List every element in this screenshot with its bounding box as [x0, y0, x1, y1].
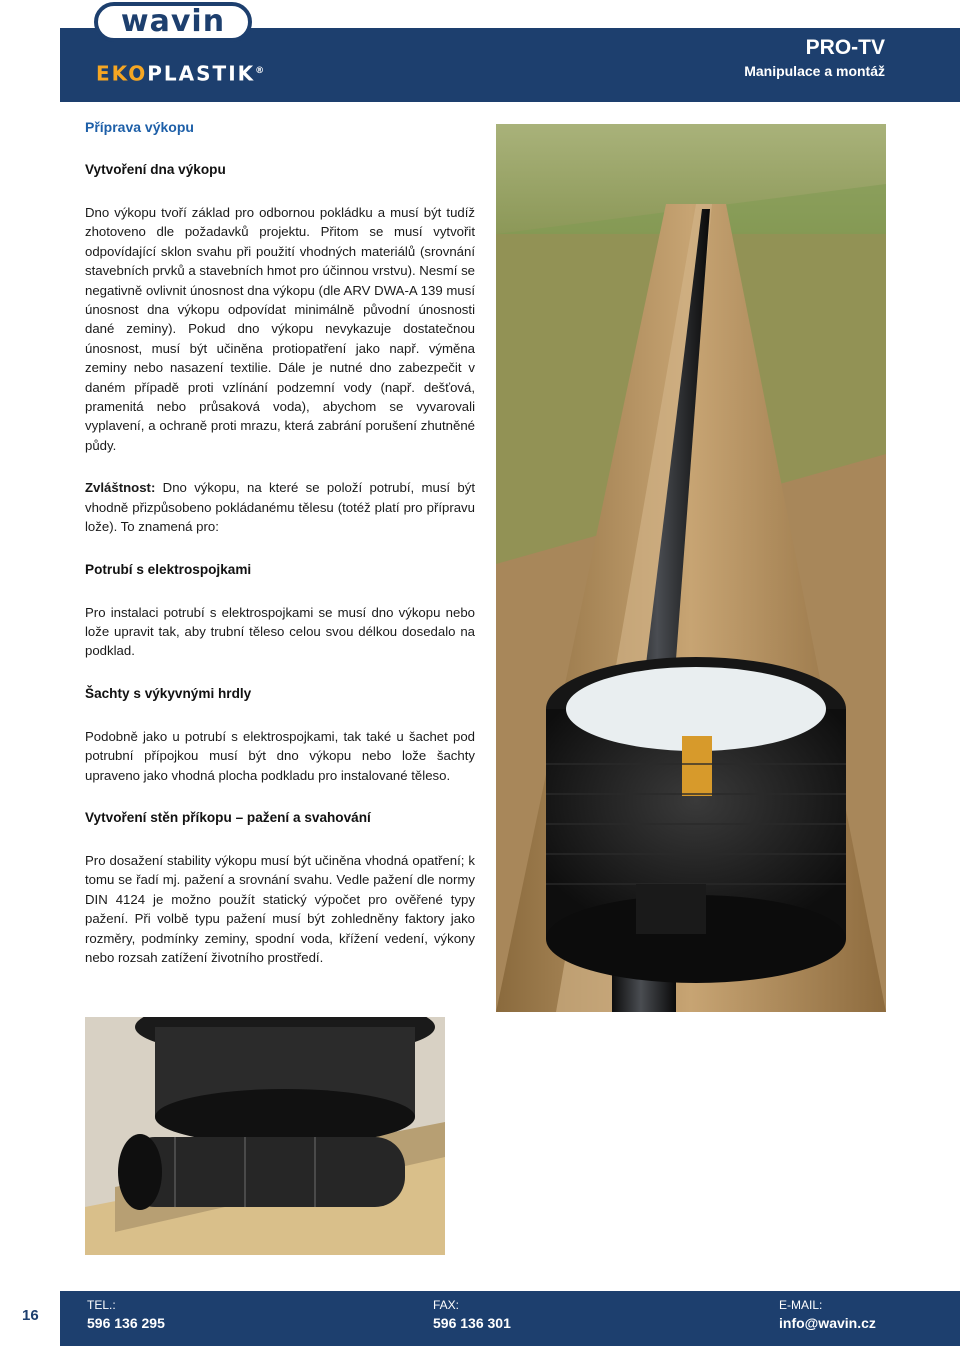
- page-header: [0, 0, 960, 102]
- footer-tel: [87, 1297, 165, 1333]
- registered-mark: ®: [255, 66, 265, 76]
- paragraph-sachty: Podobně jako u potrubí s elektrospojkami, tak také u šachet pod potrubní přípojkou musí být dno výkopu nebo lože šachty upraveno jako vhodná plocha podkladu pro instalované těleso.: [85, 728, 475, 783]
- footer-email: [779, 1297, 876, 1333]
- ekoplastik-logo: [96, 58, 264, 84]
- chapter-subtitle: Manipulace a montáž: [744, 63, 885, 79]
- product-title: PRO-TV: [805, 36, 885, 59]
- page-number: 16: [22, 1307, 39, 1324]
- paragraph-steny-prikopu: Pro dosažení stability výkopu musí být učiněna vhodná opatření; k tomu se řadí mj. pažení a srovnání svahu. Vedle pažení dle normy DIN 4124 je možno použít statický výpočet pro ověřené typy pažení. Při volbě typu pažení musí být zohledněny faktory jako rozměry, podmínky zeminy, spodní voda, křížení vedení, výkony nebo rozsah zatížení životního prostředí.: [85, 852, 475, 965]
- email-value[interactable]: info@wavin.cz: [779, 1315, 876, 1331]
- wavin-logo-text: wavin: [120, 4, 226, 39]
- ekoplastik-logo-accent: EKO: [96, 61, 148, 86]
- header-title-block: [744, 36, 885, 82]
- trench-photo-illustration: [496, 124, 886, 1012]
- shaft-render-image: [85, 1017, 445, 1255]
- shaft-render-illustration: [85, 1017, 445, 1255]
- page-footer: [60, 1291, 960, 1346]
- fax-value: 596 136 301: [433, 1315, 511, 1331]
- zvlastnost-label: Zvláštnost:: [85, 480, 156, 496]
- text-column: [85, 117, 475, 967]
- heading-sachty: Šachty s výkyvnými hrdly: [85, 685, 252, 701]
- section-title: Příprava výkopu: [85, 119, 194, 135]
- trench-pipe-photo: [496, 124, 886, 1012]
- heading-elektrospojky: Potrubí s elektrospojkami: [85, 561, 252, 577]
- email-label: E-MAIL:: [779, 1298, 823, 1312]
- footer-fax: [433, 1297, 511, 1333]
- heading-steny-prikopu: Vytvoření stěn příkopu – pažení a svahování: [85, 809, 371, 825]
- paragraph-zvlastnost: [85, 478, 475, 536]
- wavin-logo: [94, 2, 252, 42]
- tel-label: TEL.:: [87, 1298, 116, 1312]
- tel-value: 596 136 295: [87, 1315, 165, 1331]
- zvlastnost-text: Dno výkopu, na které se položí potrubí, musí být vhodně přizpůsobeno pokládanému tělesu (totéž platí pro přípravu lože). To znamená pro:: [85, 480, 475, 535]
- heading-dno-vykopu: Vytvoření dna výkopu: [85, 162, 226, 177]
- ekoplastik-logo-rest: PLASTIK: [147, 61, 256, 86]
- paragraph-dno-vykopu: Dno výkopu tvoří základ pro odbornou pokládku a musí být tudíž zhotoveno dle požadavků projektu. Přitom se musí vytvořit odpovídající sklon svahu při použití vhodných materiálů (srovnání stavebních prvků a stavebních hmot pro účinnou vrstvu). Nesmí se negativně ovlivnit únosnost dna výkopu (dle ARV DWA-A 139 musí únosnost dna výkopu odpovídat minimálně původní únosnosti dané zeminy). Pokud dno výkopu nevykazuje dostatečnou únosnost, musí být učiněna protiopatření jako např. výměna zeminy nebo nasazení textilie. Dále je nutné dno zabezpečit v daném případě proti vzlínání podzemní vody (např. dešťová, pramenitá nebo průsaková voda), abychom se vyvarovali vyplavení, a ochraně proti mrazu, která zabrání porušení zhutněné půdy.: [85, 205, 475, 453]
- paragraph-elektrospojky: Pro instalaci potrubí s elektrospojkami se musí dno výkopu nebo lože upravit tak, aby trubní těleso celou svou délkou dosedalo na podklad.: [85, 604, 475, 659]
- fax-label: FAX:: [433, 1298, 460, 1312]
